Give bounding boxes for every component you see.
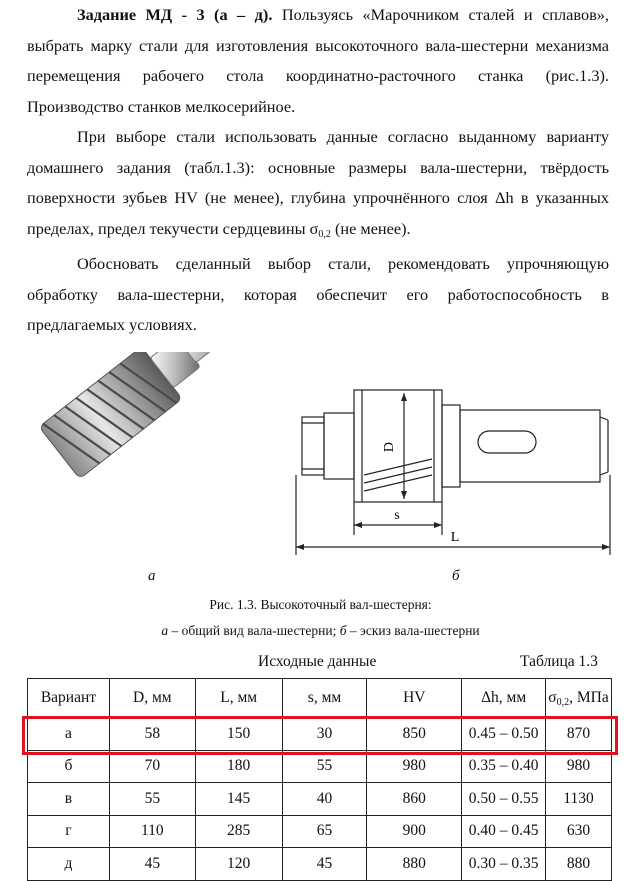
header-L: L, мм [195, 679, 282, 718]
table-number: Таблица 1.3 [520, 653, 598, 670]
cell-dh: 0.40 – 0.45 [462, 815, 546, 848]
cell-s: 30 [282, 718, 367, 751]
task-paragraph-2-text: При выборе стали использовать данные согласно выданному варианту домашнего задания (табл.1.3): основные размеры вала-шестерни, твёрдость поверхности зубьев HV (не менее), глубина упрочнённого слоя Δh в указанных пределах, предел текучести сердцевины σ [27, 127, 609, 238]
task-paragraph-1-text: Пользуясь «Марочником сталей и сплавов», выбрать марку стали для изготовления высокоточного вала-шестерни механизма перемещения рабочего стола координатно-расточного станка (рис.1.3). Производство станков мелкосерийное. [27, 5, 609, 116]
table-row [28, 718, 612, 751]
cell-variant: в [28, 783, 110, 816]
cell-L: 150 [195, 718, 282, 751]
cell-dh: 0.35 – 0.40 [462, 750, 546, 783]
table-row [28, 848, 612, 881]
table-row [28, 783, 612, 816]
dimension-label-D: D [382, 441, 397, 453]
gear-shaft-3d-illustration [40, 352, 260, 532]
cell-HV: 900 [367, 815, 462, 848]
cell-sigma: 880 [546, 848, 612, 881]
table-title: Исходные данные [258, 653, 377, 670]
header-s: s, мм [282, 679, 367, 718]
task-paragraph-1 [27, 0, 609, 122]
cell-sigma: 870 [546, 718, 612, 751]
cell-HV: 850 [367, 718, 462, 751]
dimension-label-L: L [450, 530, 460, 545]
cell-sigma: 980 [546, 750, 612, 783]
header-D: D, мм [109, 679, 195, 718]
gear-shaft-sketch [290, 365, 620, 565]
header-HV: HV [367, 679, 462, 718]
header-sigma-sub: 0,2 [556, 697, 570, 708]
header-sigma-unit: , МПа [569, 689, 609, 706]
cell-HV: 880 [367, 848, 462, 881]
caption-text-b: – эскиз вала-шестерни [346, 623, 480, 638]
task-paragraph-2-end: (не менее). [330, 218, 411, 238]
cell-L: 120 [195, 848, 282, 881]
caption-label-b: б [339, 623, 347, 638]
cell-sigma: 1130 [546, 783, 612, 816]
caption-text-a: – общий вид вала-шестерни; [168, 623, 340, 638]
cell-D: 110 [109, 815, 195, 848]
cell-D: 58 [109, 718, 195, 751]
cell-dh: 0.50 – 0.55 [462, 783, 546, 816]
task-paragraph-2 [27, 122, 609, 244]
cell-D: 55 [109, 783, 195, 816]
table-row [28, 815, 612, 848]
header-sigma-symbol: σ [548, 689, 557, 706]
cell-variant: г [28, 815, 110, 848]
figure-label-b: б [452, 568, 460, 584]
caption-label-a: а [161, 623, 169, 638]
cell-s: 55 [282, 750, 367, 783]
cell-D: 45 [109, 848, 195, 881]
cell-L: 180 [195, 750, 282, 783]
cell-s: 45 [282, 848, 367, 881]
table-header-row [28, 679, 612, 718]
cell-s: 65 [282, 815, 367, 848]
cell-HV: 980 [367, 750, 462, 783]
cell-variant: б [28, 750, 110, 783]
figure-caption-line2 [0, 623, 641, 639]
cell-L: 285 [195, 815, 282, 848]
cell-L: 145 [195, 783, 282, 816]
cell-dh: 0.30 – 0.35 [462, 848, 546, 881]
header-sigma [546, 679, 612, 718]
figure-area [0, 350, 641, 590]
source-data-table [27, 678, 612, 881]
cell-HV: 860 [367, 783, 462, 816]
table-row [28, 750, 612, 783]
figure-label-a: а [148, 568, 156, 584]
cell-D: 70 [109, 750, 195, 783]
task-paragraph-3: Обосновать сделанный выбор стали, рекомендовать упрочняющую обработку вала-шестерни, которая обеспечит его работоспособность в предлагаемых условиях. [27, 254, 609, 334]
cell-s: 40 [282, 783, 367, 816]
sigma-subscript: 0,2 [318, 228, 331, 240]
task-title: Задание МД - 3 (а – д). [77, 5, 273, 24]
cell-sigma: 630 [546, 815, 612, 848]
header-variant: Вариант [28, 679, 110, 718]
cell-variant: д [28, 848, 110, 881]
cell-variant: а [28, 718, 110, 751]
figure-caption-line1: Рис. 1.3. Высокоточный вал-шестерня: [209, 597, 432, 612]
header-dh: Δh, мм [462, 679, 546, 718]
dimension-label-s: s [394, 508, 400, 523]
cell-dh: 0.45 – 0.50 [462, 718, 546, 751]
